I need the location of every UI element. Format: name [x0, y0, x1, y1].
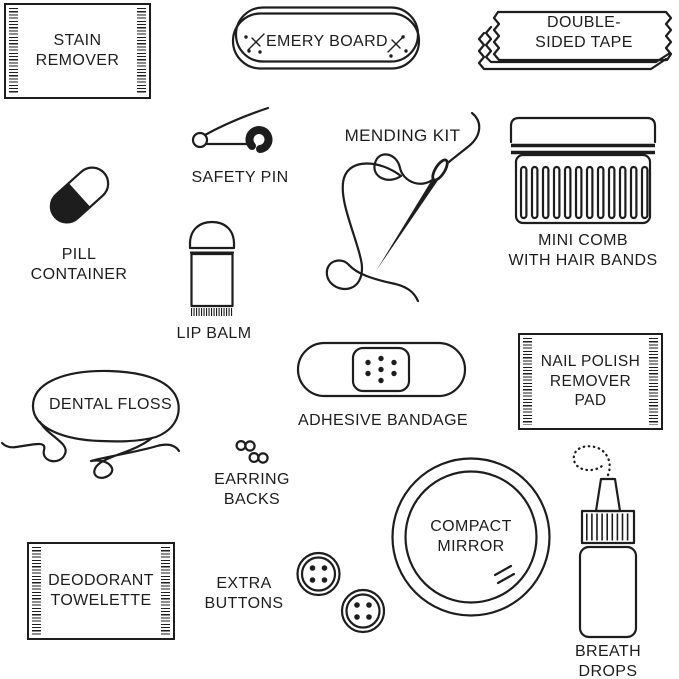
safety-pin-icon [186, 100, 286, 155]
bandage-pad-dots [365, 356, 396, 383]
deodorant-towelette-label: DEODORANT TOWELETTE [48, 571, 154, 609]
comb-teeth [521, 167, 647, 218]
lip-balm-icon [188, 218, 238, 318]
button-2 [342, 590, 384, 632]
lip-balm-label: LIP BALM [176, 325, 252, 342]
mending-kit-label: MENDING KIT [344, 126, 461, 145]
deodorant-towelette-icon [27, 542, 175, 640]
spray-dotted-curl [574, 446, 610, 475]
nail-polish-remover-pad-icon [518, 333, 663, 430]
extra-buttons-icon [295, 551, 390, 636]
extra-buttons-label: EXTRA BUTTONS [204, 575, 284, 612]
needle-shaft [376, 178, 438, 271]
safety-pin-label: SAFETY PIN [191, 169, 289, 186]
compact-mirror-label: COMPACT MIRROR [430, 518, 512, 555]
emery-board-label: EMERY BOARD [265, 33, 389, 50]
mini-comb-label: MINI COMB WITH HAIR BANDS [508, 232, 658, 269]
needle-eye [430, 158, 450, 182]
earring-backs-icon [234, 438, 278, 470]
needle-and-thread-icon [320, 98, 485, 310]
pill-container-label: PILL CONTAINER [30, 246, 128, 283]
stain-remover-packet-icon [4, 3, 151, 99]
nail-polish-remover-pad-label: NAIL POLISH REMOVER PAD [540, 352, 641, 410]
dental-floss-label: DENTAL FLOSS [48, 396, 173, 413]
breath-drops-label: BREATH DROPS [574, 643, 642, 679]
button-1 [298, 553, 340, 595]
adhesive-bandage-label: ADHESIVE BANDAGE [298, 412, 469, 429]
double-sided-tape-label: DOUBLE- SIDED TAPE [535, 14, 633, 51]
mini-comb-icon [508, 115, 658, 227]
stain-remover-label: STAIN REMOVER [35, 31, 120, 69]
mirror-shine [495, 566, 514, 583]
adhesive-bandage-icon [296, 341, 468, 399]
earring-backs-label: EARRING BACKS [214, 471, 290, 508]
breath-drops-icon [565, 441, 650, 646]
pill-container-icon [37, 158, 122, 236]
dental-floss-icon [2, 352, 202, 487]
